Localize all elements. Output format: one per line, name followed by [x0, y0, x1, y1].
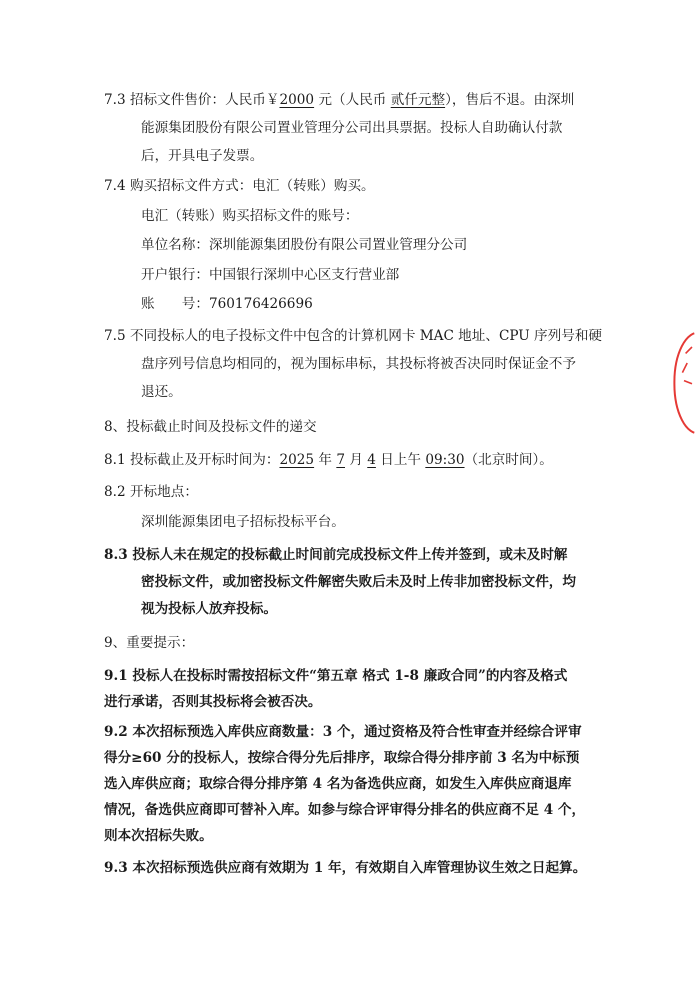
s7-3-price-uppercase: 贰仟元整 — [390, 92, 446, 108]
s7-4-bank-value: 中国银行深圳中心区支行营业部 — [208, 267, 400, 283]
s7-3-line-2: 能源集团股份有限公司置业管理分公司出具票据。投标人自助确认付款 — [141, 120, 563, 136]
s8-1-year-unit: 年 — [314, 452, 337, 468]
s8-1-line — [104, 450, 553, 470]
s7-4-account-label: 账 号： — [141, 296, 209, 312]
s7-4-unit-value: 深圳能源集团股份有限公司置业管理分公司 — [208, 237, 468, 253]
s9-title: 9、重要提示： — [104, 635, 195, 651]
s9-2-line-3: 选入库供应商；取综合得分排序第 4 名为备选供应商，如发生入库供应商退库 — [104, 776, 572, 792]
s7-3-price-value: 2000 — [279, 92, 315, 108]
s7-3-price-mid: 元（人民币 — [314, 92, 391, 108]
s8-1-day-unit: 日上午 — [375, 452, 426, 468]
s7-4-account-value: 760176426696 — [208, 296, 313, 312]
s8-1-time: 09:30 — [425, 452, 465, 468]
s7-5-line-3: 退还。 — [141, 384, 182, 400]
s7-4-account-row — [141, 294, 313, 314]
s8-2-title: 8.2 开标地点： — [104, 484, 198, 500]
s7-4-unit-label: 单位名称： — [141, 237, 209, 253]
s7-5-line-2: 盘序列号信息均相同的，视为围标串标，其投标将被否决同时保证金不予 — [141, 356, 576, 372]
s9-2-line-2: 得分≥60 分的投标人，按综合得分先后排序，取综合得分排序前 3 名为中标预 — [104, 750, 580, 766]
s8-1-prefix: 8.1 投标截止及开标时间为： — [104, 452, 280, 468]
s8-3-line-3: 视为投标人放弃投标。 — [141, 601, 277, 617]
s7-3-line-1 — [104, 90, 574, 110]
s8-1-suffix: （北京时间）。 — [464, 452, 553, 468]
s7-3-price-prefix: 7.3 招标文件售价：人民币￥ — [104, 92, 280, 108]
s8-3-line-1: 8.3 投标人未在规定的投标截止时间前完成投标文件上传并签到，或未及时解 — [104, 547, 568, 563]
s7-5-line-1: 7.5 不同投标人的电子投标文件中包含的计算机网卡 MAC 地址、CPU 序列号和硬 — [104, 328, 603, 344]
s7-4-title: 7.4 购买招标文件方式：电汇（转账）购买。 — [104, 178, 375, 194]
s8-1-day: 4 — [367, 452, 376, 468]
s7-4-bank-row — [141, 265, 399, 285]
s9-2-line-4: 情况，备选供应商即可替补入库。如参与综合评审得分排名的供应商不足 4 个， — [104, 802, 586, 818]
s7-4-account-intro: 电汇（转账）购买招标文件的账号： — [141, 208, 359, 224]
s7-4-bank-label: 开户银行： — [141, 267, 209, 283]
s8-2-value: 深圳能源集团电子招标投标平台。 — [141, 514, 345, 530]
s9-3-line: 9.3 本次招标预选供应商有效期为 1 年，有效期自入库管理协议生效之日起算。 — [104, 860, 587, 876]
s8-3-line-2: 密投标文件，或加密投标文件解密失败后未及时上传非加密投标文件，均 — [141, 574, 576, 590]
s8-1-month-unit: 月 — [345, 452, 368, 468]
s7-3-price-suffix: ），售后不退。由深圳 — [445, 92, 575, 108]
s8-1-year: 2025 — [279, 452, 315, 468]
s7-3-line-3: 后，开具电子发票。 — [141, 148, 264, 164]
s7-4-unit-row — [141, 235, 467, 255]
s8-title: 8、投标截止时间及投标文件的递交 — [104, 419, 317, 435]
s9-2-line-1: 9.2 本次招标预选入库供应商数量：3 个，通过资格及符合性审查并经综合评审 — [104, 724, 582, 740]
s9-2-line-5: 则本次招标失败。 — [104, 828, 213, 844]
company-seal-image — [668, 318, 700, 448]
s9-1-line-1: 9.1 投标人在投标时需按招标文件“第五章 格式 1-8 廉政合同”的内容及格式 — [104, 668, 568, 684]
s8-1-month: 7 — [336, 452, 345, 468]
s9-1-line-2: 进行承诺，否则其投标将会被否决。 — [104, 694, 322, 710]
